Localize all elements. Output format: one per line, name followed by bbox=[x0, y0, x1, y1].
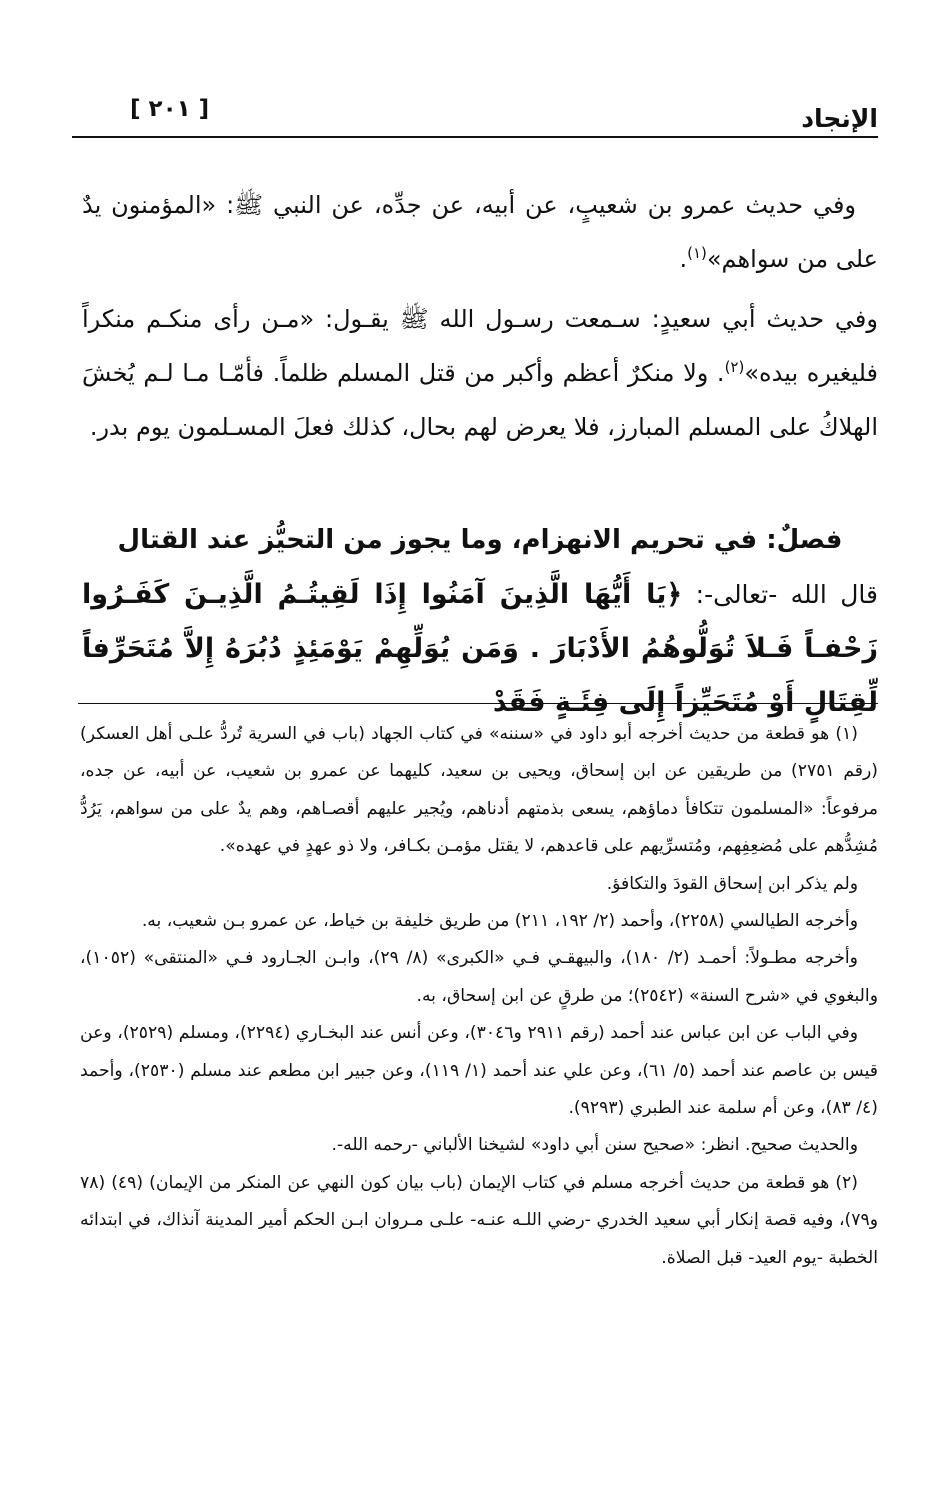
footnote: (١) هو قطعة من حديث أخرجه أبو داود في «سننه» في كتاب الجهاد (باب في السرية تُردُّ علـى أهل العسكر) (رقم ٢٧٥١) من طريقين عن ابن إسحاق، ويحيى بن سعيد، كليهما عن عمرو بن شعيب، عن أبيه، عن جده، مرفوعاً: «المسلمون تتكافأ دماؤهم، يسعى بذمتهم أدناهم، ويُجير عليهم أقصـاهم، وهم يدٌ على من سواهم، يَرُدُّ مُشِدُّهم على مُضعِفِهم، ومُتسرِّيهم على قاعدهم، لا يقتل مؤمـن بكـافر، ولا ذو عهدٍ في عهده». bbox=[80, 724, 879, 857]
running-title: الإنجاد bbox=[801, 104, 878, 133]
footnote: والحديث صحيح. انظر: «صحيح سنن أبي داود» لشيخنا الألباني -رحمه الله-. bbox=[331, 1135, 858, 1156]
footnote: ولم يذكر ابن إسحاق القودَ والتكافؤ. bbox=[606, 873, 858, 894]
main-text bbox=[82, 178, 878, 460]
quran-verse: ﴿يَا أَيُّهَا الَّذِينَ آمَنُوا إِذَا لَقِيتُـمُ الَّذِيـنَ كَفَـرُوا زَحْفـاً فَـلاَ تُوَلُّوهُمُ الأَدْبَارَ . وَمَن يُوَلِّهِمْ يَوْمَئِذٍ دُبُرَهُ إِلاَّ مُتَحَرِّفاً لِّقِتَالٍ أَوْ مُتَحَيِّزاً إِلَى فِئَـةٍ فَقَدْ bbox=[82, 579, 878, 718]
footnote-reference: (١) bbox=[687, 244, 707, 262]
verse-intro: قال الله -تعالى-: bbox=[695, 580, 878, 609]
running-header bbox=[72, 92, 878, 138]
paragraph-text: وفي حديث عمرو بن شعيبٍ، عن أبيه، عن جدِّه، عن النبي ﷺ: «المؤمنون يدٌ على من سواهم» bbox=[82, 191, 878, 273]
page-number: [ ٢٠١ ] bbox=[130, 96, 210, 122]
footnote: (٢) هو قطعة من حديث أخرجه مسلم في كتاب الإيمان (باب بيان كون النهي عن المنكر من الإيمان) (٤٩) (٧٨ و٧٩)، وفيه قصة إنكار أبي سعيد الخدري -رضي اللـه عنـه- علـى مـروان ابـن الحكم أمير المدينة آنذاك، في ابتدائه الخطبة -يوم العيد- قبل الصلاة. bbox=[80, 1172, 878, 1268]
footnote: وأخرجه مطـولاً: أحمـد (٢/ ١٨٠)، والبيهقـي فـي «الكبرى» (٨/ ٢٩)، وابـن الجـارود فـي «المنتقى» (١٠٥٢)، والبغوي في «شرح السنة» (٢٥٤٢)؛ من طرقٍ عن ابن إسحاق، به. bbox=[80, 948, 878, 1006]
footnote: وأخرجه الطيالسي (٢٢٥٨)، وأحمد (٢/ ١٩٢، ٢١١) من طريق خليفة بن خياط، عن عمرو بـن شعيب، به. bbox=[141, 911, 858, 932]
footnote: وفي الباب عن ابن عباس عند أحمد (رقم ٢٩١١ و٣٠٤٦)، وعن أنس عند البخـاري (٢٢٩٤)، ومسلم (٢٥٢٩)، وعن قيس بن عاصم عند أحمد (٥/ ٦١)، وعن علي عند أحمد (١/ ١١٩)، وعن جبير ابن مطعم عند مسلم (٢٥٣٠)، وأحمد (٤/ ٨٣)، وعن أم سلمة عند الطبري (٩٢٩٣). bbox=[80, 1023, 879, 1119]
body-paragraph bbox=[82, 292, 878, 454]
body-paragraph bbox=[82, 178, 878, 286]
paragraph-tail: . bbox=[679, 245, 688, 273]
verse-block bbox=[82, 568, 878, 730]
footnote-divider bbox=[78, 703, 878, 704]
footnotes bbox=[80, 716, 878, 1277]
footnote-reference: (٢) bbox=[724, 358, 745, 376]
paragraph-text: وفي حديث أبي سعيدٍ: سـمعت رسـول الله ﷺ يقـول: «مـن رأى منكـم منكراً فليغيره بيده» bbox=[82, 305, 878, 387]
paragraph-tail: . ولا منكرٌ أعظم وأكبر من قتل المسلم ظلماً. فأمّـا مـا لـم يُخشَ الهلاكُ على المسلم المبارز، فلا يعرض لهم بحال، كذلك فعلَ المسـلمون يوم بدر. bbox=[82, 359, 878, 441]
section-heading: فصلٌ: في تحريم الانهزام، وما يجوز من التحيُّز عند القتال bbox=[117, 525, 843, 555]
